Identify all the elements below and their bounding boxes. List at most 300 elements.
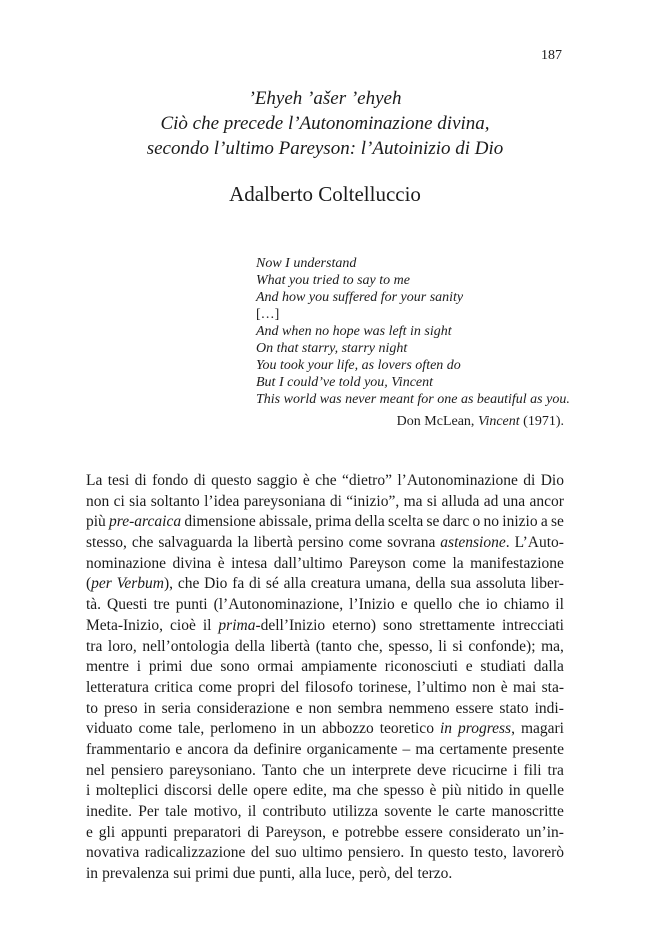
body-word: [395, 864, 414, 885]
body-text-run: tesi: [107, 472, 130, 489]
body-text-run: l’Autonominazione: [397, 472, 518, 489]
body-text-run: umana,: [365, 575, 411, 593]
body-text-run: della: [354, 513, 385, 531]
body-word: [417, 678, 467, 699]
body-text-run: Questi: [107, 596, 148, 614]
body-text-run: che: [131, 534, 154, 552]
body-word: [271, 637, 311, 658]
body-text-run: sua: [450, 575, 472, 593]
body-word: [345, 823, 399, 844]
body-word: [169, 761, 256, 782]
body-word: [449, 823, 520, 844]
body-line: [86, 471, 564, 492]
body-text-run: delle: [217, 782, 248, 800]
body-text-run: intesa: [231, 554, 268, 572]
body-text-run: considerato: [448, 823, 521, 841]
body-text-run: manifestazione: [470, 554, 564, 572]
body-text-run: suo: [275, 844, 297, 862]
body-word: [403, 740, 411, 761]
body-word: [109, 512, 181, 533]
body-text-run: inizio: [502, 513, 538, 531]
body-text-run: io: [485, 596, 498, 614]
body-word: [86, 802, 132, 823]
body-word: [534, 657, 564, 678]
body-word: [359, 864, 390, 885]
body-word: [442, 492, 480, 513]
body-word: [442, 781, 462, 802]
body-word: [86, 595, 101, 616]
body-text-run: li: [438, 637, 447, 655]
body-word: [502, 616, 564, 637]
body-word: [452, 554, 463, 575]
body-text-run: fondo: [152, 472, 189, 489]
body-text-run: il: [247, 803, 257, 820]
body-text-run: alla: [283, 575, 306, 593]
body-text-run: In: [409, 844, 423, 862]
body-text-run: teoretico: [379, 720, 434, 738]
body-text-run: chiamo: [503, 596, 550, 614]
body-word: [417, 761, 446, 782]
body-text-run: ormai: [257, 658, 294, 676]
body-word: [332, 781, 351, 802]
body-text-run: creatura: [310, 575, 361, 593]
body-line: [86, 554, 564, 575]
body-text-run: carte: [455, 803, 486, 820]
body-text-run: tale,: [178, 720, 205, 738]
body-word: [86, 574, 112, 595]
body-word: [262, 761, 297, 782]
body-text-run: Dio: [204, 575, 228, 593]
body-text-run: i: [86, 782, 91, 800]
body-word: [86, 616, 163, 637]
body-text-run: i: [136, 658, 142, 676]
body-word: [86, 823, 93, 844]
body-text-run: “dietro”: [342, 472, 392, 489]
body-text-run: ancor: [529, 492, 564, 510]
body-word: [307, 740, 398, 761]
body-text-run: e: [175, 740, 183, 758]
body-word: [315, 512, 351, 533]
body-text-run: (tanto: [315, 637, 352, 655]
body-text-run: sia: [129, 492, 147, 510]
body-word: [484, 512, 500, 533]
body-word: [108, 471, 130, 492]
body-word: [551, 512, 564, 533]
body-word: [473, 512, 481, 533]
body-word: [358, 678, 411, 699]
epigraph-source-author: Don McLean,: [396, 414, 475, 429]
body-text-run: prevalenza: [102, 865, 170, 883]
body-word: [86, 512, 106, 533]
body-text-run: del: [250, 844, 270, 862]
body-text-run: non: [472, 678, 496, 696]
body-word: [512, 740, 564, 761]
epigraph-line: This world was never meant for one as beautiful as you.: [256, 392, 570, 407]
body-text-run: ma: [415, 740, 435, 758]
body-text-run: ad: [483, 492, 499, 510]
body-text-run: che,: [357, 637, 383, 655]
body-text-run: interprete: [351, 761, 412, 779]
body-text-run: contributo: [262, 803, 327, 820]
body-text-run: fili: [523, 761, 542, 779]
body-text-run: (l’Autonominazione,: [213, 596, 344, 614]
body-word: [218, 616, 325, 637]
body-word: [86, 471, 102, 492]
body-word: [458, 595, 480, 616]
body-word: [102, 864, 169, 885]
body-word: [151, 492, 200, 513]
body-word: [253, 533, 293, 554]
body-word: [248, 802, 257, 823]
body-text-run: nitido: [467, 782, 504, 800]
body-paragraph: [86, 471, 564, 885]
body-text-run: Pareyson: [349, 554, 406, 572]
body-text-run: i: [513, 761, 518, 779]
body-text-run: come: [198, 678, 232, 696]
body-word: [513, 761, 517, 782]
body-word: [187, 740, 228, 761]
body-text-run: punti,: [259, 865, 296, 883]
body-text-run: ,: [511, 720, 515, 738]
body-text-run: pareysoniana: [243, 492, 326, 510]
body-text-run: il: [202, 616, 212, 634]
body-text-run: organicamente: [306, 740, 398, 758]
body-text-run: sono: [220, 658, 250, 676]
body-word: [531, 574, 564, 595]
body-word: [523, 761, 541, 782]
body-line: [86, 678, 564, 699]
body-word: [210, 719, 276, 740]
body-word: [86, 740, 170, 761]
italic-text: per: [91, 575, 112, 593]
body-word: [499, 699, 528, 720]
body-text-run: sovrana: [387, 534, 436, 552]
body-word: [86, 492, 109, 513]
body-text-run: ma,: [541, 637, 564, 655]
body-word: [316, 637, 352, 658]
body-word: [108, 637, 137, 658]
body-text-run: essere: [404, 823, 443, 841]
body-text-run: due: [190, 658, 213, 676]
body-text-run: libertà: [270, 637, 311, 655]
body-text-run: mentre: [86, 658, 130, 676]
body-text-run: non: [308, 699, 332, 717]
body-text-run: pareysoniano.: [169, 761, 256, 779]
body-word: [513, 678, 536, 699]
body-word: [467, 781, 503, 802]
body-word: [204, 574, 227, 595]
body-text-run: nel: [86, 761, 105, 779]
body-word: [427, 492, 437, 513]
body-text-run: che: [177, 575, 200, 593]
body-text-run: fa: [232, 575, 245, 593]
body-text-run: no: [483, 513, 500, 531]
body-line: [86, 802, 564, 823]
body-text-run: ma: [332, 782, 352, 800]
body-word: [346, 492, 399, 513]
body-line: [86, 699, 564, 720]
body-word: [253, 781, 287, 802]
body-text-run: divina: [172, 554, 212, 572]
body-word: [330, 761, 346, 782]
body-word: [388, 699, 449, 720]
body-text-run: è: [429, 782, 437, 800]
body-text-run: abissale,: [259, 513, 312, 531]
body-word: [521, 719, 564, 740]
epigraph-line: And how you suffered for your sanity: [256, 290, 464, 305]
body-text-run: abbozzo: [322, 720, 374, 738]
body-word: [220, 657, 249, 678]
body-text-run: motivo,: [193, 803, 242, 820]
body-word: [438, 637, 447, 658]
body-text-run: un: [300, 720, 317, 738]
body-word: [218, 781, 248, 802]
body-text-run: studiati: [480, 658, 527, 676]
body-text-run: Pareyson,: [265, 823, 327, 841]
body-text-run: di: [523, 472, 536, 489]
body-text-run: frammentario: [86, 740, 171, 758]
body-text-run: si: [426, 492, 438, 510]
body-word: [330, 492, 342, 513]
body-text-run: e: [86, 823, 93, 841]
body-text-run: L’Auto-: [514, 534, 564, 552]
body-word: [535, 699, 564, 720]
body-line: [86, 781, 564, 802]
body-text-run: strettamente: [419, 616, 496, 634]
body-word: [384, 802, 431, 823]
body-line: [86, 823, 564, 844]
body-text-run: più: [441, 782, 462, 800]
body-text-run: è: [217, 554, 225, 572]
body-word: [86, 843, 139, 864]
body-text-run: to: [86, 699, 99, 717]
body-text-run: primi: [148, 658, 183, 676]
body-text-run: a: [540, 513, 548, 531]
body-text-run: che: [356, 782, 379, 800]
body-word: [86, 554, 166, 575]
body-word: [153, 595, 169, 616]
epigraph: [256, 255, 570, 430]
epigraph-line: But I could’ve told you, Vincent: [256, 375, 434, 390]
italic-text: progress: [457, 720, 512, 738]
body-text-run: prima: [315, 513, 352, 531]
body-word: [501, 678, 508, 699]
body-text-run: terzo.: [417, 865, 453, 883]
body-word: [472, 678, 495, 699]
body-word: [541, 471, 564, 492]
body-word: [247, 823, 259, 844]
body-text-run: come: [138, 720, 173, 738]
body-word: [152, 471, 188, 492]
body-word: [237, 533, 248, 554]
body-text-run: alla: [299, 865, 322, 883]
body-word: [474, 843, 507, 864]
body-word: [439, 740, 507, 761]
title-hebrew: ’Ehyeh ’ašer ’ehyeh: [248, 88, 402, 109]
body-text-run: Dio: [540, 472, 564, 489]
body-text-run: e: [465, 658, 473, 676]
body-word: [138, 802, 159, 823]
body-text-run: che: [315, 472, 337, 489]
body-line: [86, 761, 564, 782]
body-text-run: spesso: [383, 782, 425, 800]
body-word: [443, 512, 470, 533]
body-word: [158, 533, 232, 554]
body-text-run: e: [331, 823, 339, 841]
body-word: [135, 471, 147, 492]
body-line: [86, 637, 564, 658]
body-word: [502, 512, 537, 533]
body-text-run: e: [400, 596, 408, 614]
body-text-run: l’Inizio: [349, 596, 395, 614]
body-word: [176, 595, 208, 616]
body-text-run: sé: [265, 575, 279, 593]
body-word: [342, 471, 392, 492]
body-word: [96, 781, 159, 802]
body-word: [233, 864, 255, 885]
body-word: [452, 761, 507, 782]
epigraph-line: What you tried to say to me: [256, 273, 410, 288]
body-word: [214, 595, 344, 616]
body-text-run: appunti: [121, 823, 168, 841]
body-text-run: Meta-Inizio,: [86, 616, 164, 634]
body-line: [86, 864, 564, 885]
body-word: [253, 740, 301, 761]
body-word: [244, 492, 326, 513]
body-word: [305, 678, 353, 699]
body-text-run: stato: [499, 699, 529, 717]
body-word: [303, 761, 325, 782]
body-word: [265, 823, 326, 844]
body-word: [387, 533, 435, 554]
epigraph-line: And when no hope was left in sight: [256, 324, 452, 339]
body-word: [515, 533, 564, 554]
body-text-run: questo: [211, 472, 252, 489]
body-word: [430, 781, 437, 802]
body-word: [114, 492, 125, 513]
title-subtitle-line-2: secondo l’ultimo Pareyson: l’Autoinizio di Dio: [146, 138, 504, 159]
body-word: [178, 719, 204, 740]
body-word: [504, 595, 550, 616]
body-word: [232, 574, 244, 595]
body-word: [142, 637, 229, 658]
body-word: [512, 843, 564, 864]
body-text-run: che: [458, 596, 480, 614]
body-word: [388, 637, 432, 658]
body-text-run: definire: [253, 740, 302, 758]
body-word: [366, 574, 411, 595]
body-word: [249, 574, 261, 595]
body-text-run: (: [86, 575, 92, 593]
body-text-run: letteratura: [86, 678, 149, 696]
body-text-run: tra: [86, 637, 103, 655]
body-word: [234, 740, 249, 761]
body-word: [86, 719, 133, 740]
body-text-run: pensiero: [110, 761, 164, 779]
body-word: [332, 823, 339, 844]
body-word: [293, 781, 327, 802]
body-word: [325, 864, 355, 885]
body-word: [170, 616, 196, 637]
epigraph-source: [256, 413, 564, 430]
body-word: [237, 678, 275, 699]
body-text-run: preparatori: [173, 823, 242, 841]
body-word: [303, 471, 310, 492]
body-word: [466, 657, 473, 678]
body-text-run: assoluta: [475, 575, 526, 593]
body-line: [86, 843, 564, 864]
body-text-run: sui: [173, 865, 192, 883]
body-text-run: in: [508, 782, 521, 800]
body-text-run: due: [232, 865, 256, 883]
body-word: [355, 512, 385, 533]
body-word: [121, 823, 168, 844]
body-text-run: una: [502, 492, 526, 510]
body-text-run: propri: [237, 678, 276, 696]
body-text-run: sovente: [384, 803, 432, 820]
body-word: [259, 864, 295, 885]
body-word: [184, 512, 255, 533]
body-word: [414, 595, 453, 616]
body-text-run: certamente: [439, 740, 508, 758]
body-word: [154, 678, 193, 699]
body-word: [526, 781, 564, 802]
body-text-run: novativa: [86, 844, 140, 862]
body-word: [509, 781, 521, 802]
body-word: [492, 802, 564, 823]
body-text-run: presente: [512, 740, 564, 758]
body-word: [173, 864, 191, 885]
body-text-run: di: [134, 472, 147, 489]
body-word: [211, 471, 251, 492]
body-text-run: filosofo: [304, 678, 354, 696]
body-word: [231, 554, 267, 575]
body-text-run: .: [505, 534, 510, 552]
body-text-run: di: [249, 575, 262, 593]
title-subtitle-line-1: Ciò che precede l’Autonominazione divina,: [160, 113, 490, 134]
body-word: [298, 533, 344, 554]
body-word: [480, 657, 526, 678]
body-word: [440, 533, 509, 554]
body-word: [412, 554, 446, 575]
body-text-run: –: [402, 740, 411, 758]
body-text-run: un’in-: [526, 823, 564, 841]
body-text-run: darc: [442, 513, 470, 531]
body-text-run: manoscritte: [491, 803, 564, 820]
body-text-run: pensiero.: [347, 844, 405, 862]
body-word: [195, 864, 229, 885]
body-text-run: Tanto: [261, 761, 297, 779]
body-text-run: considerazione: [196, 699, 290, 717]
body-text-run: persino: [298, 534, 344, 552]
body-text-run: ci: [113, 492, 125, 510]
body-text-run: radicalizzazione: [144, 844, 246, 862]
body-word: [440, 719, 452, 740]
body-word: [257, 657, 293, 678]
body-word: [145, 843, 246, 864]
body-text-run: essere: [455, 699, 494, 717]
body-line: [86, 492, 564, 513]
body-word: [523, 471, 535, 492]
body-word: [302, 843, 342, 864]
body-text-run: il: [555, 596, 564, 614]
body-text-run: in: [86, 865, 99, 883]
body-text-run: cioè: [170, 616, 196, 634]
body-text-run: utilizza: [332, 803, 379, 820]
body-text-run: questo: [427, 844, 469, 862]
epigraph-source-title: Vincent: [477, 414, 520, 429]
body-word: [86, 657, 129, 678]
